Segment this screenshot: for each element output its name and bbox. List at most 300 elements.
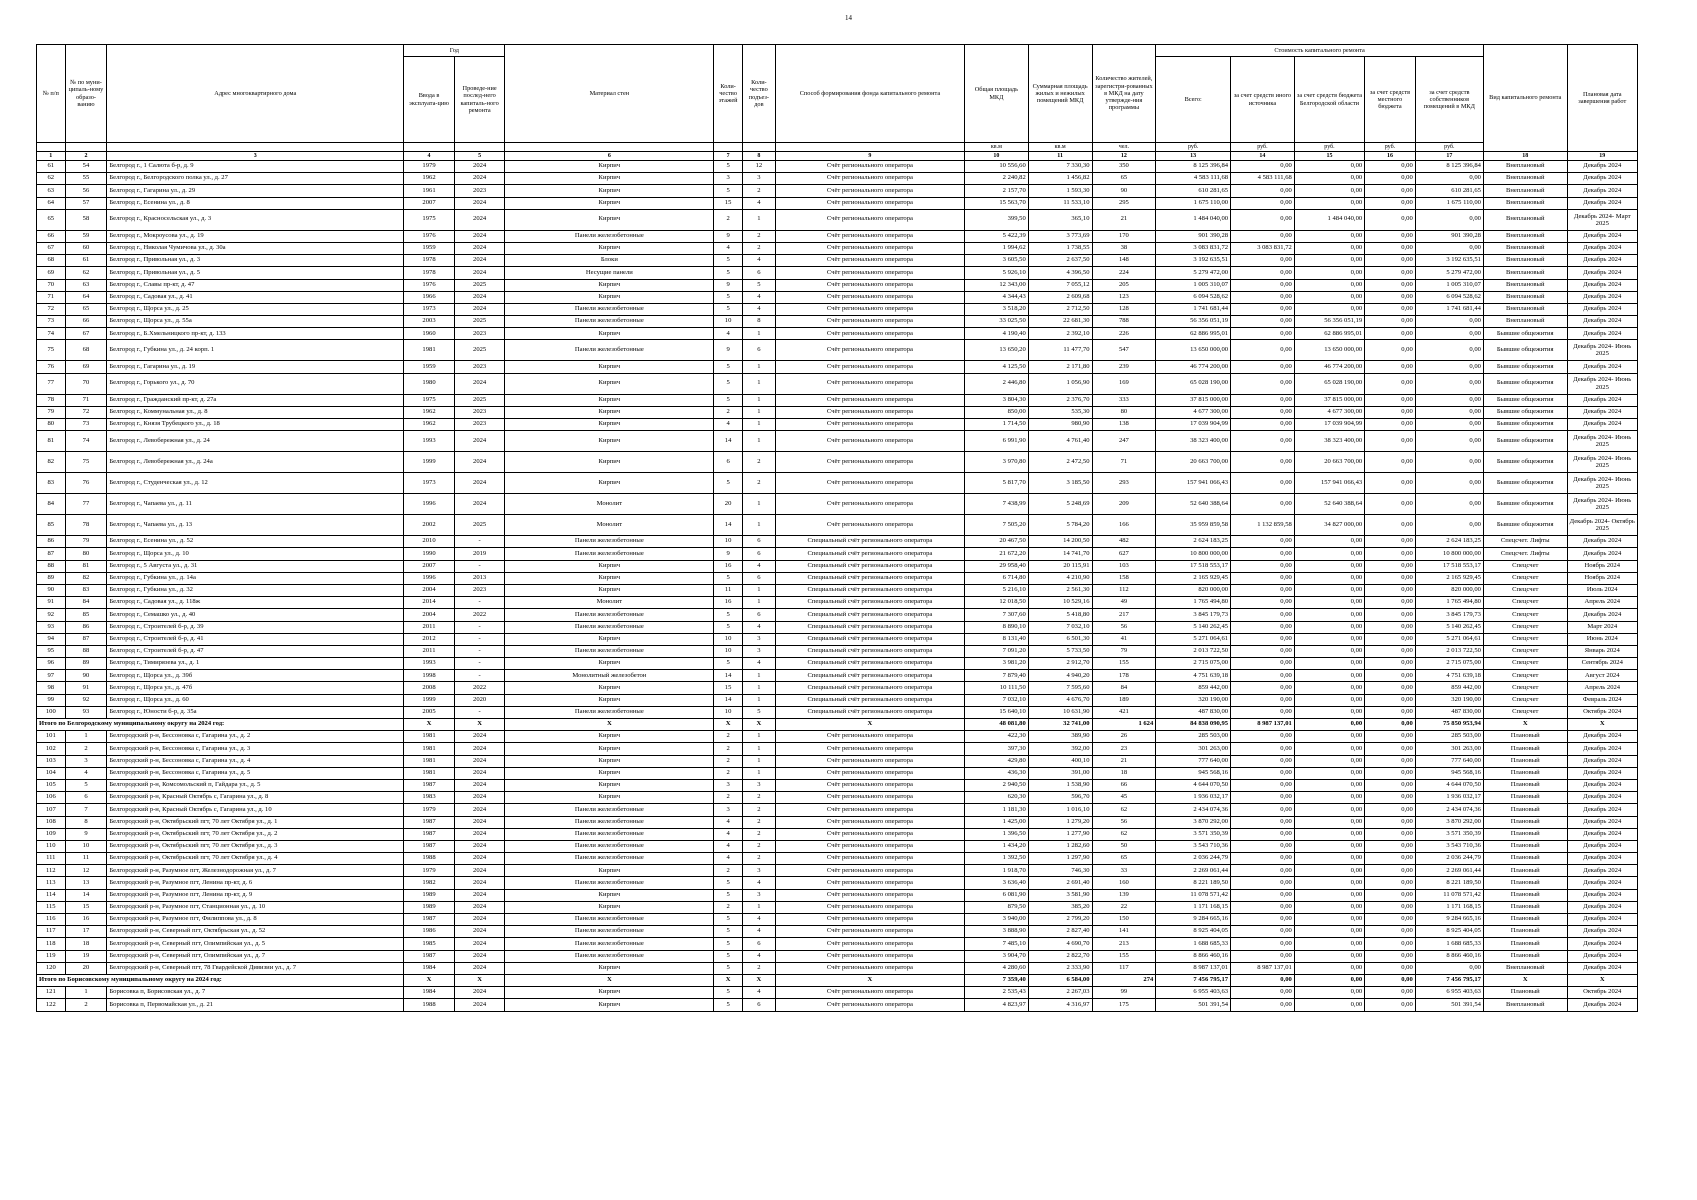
table-cell: 11 078 571,42 <box>1156 889 1231 901</box>
table-cell: 0,00 <box>1231 609 1295 621</box>
table-cell: 20 <box>65 962 107 974</box>
table-cell: 0,00 <box>1365 419 1416 431</box>
table-cell: 7 055,12 <box>1028 279 1092 291</box>
table-cell: 63 <box>65 279 107 291</box>
table-cell: Панели железобетонные <box>505 303 714 315</box>
table-cell: Декабрь 2024 <box>1567 279 1637 291</box>
table-cell: Кирпич <box>505 658 714 670</box>
table-cell: 89 <box>37 572 66 584</box>
table-row <box>37 670 1638 682</box>
table-cell: 18 <box>65 938 107 950</box>
table-cell: Белгородский р-н, Северный пгт, 78 Гвардейской Дивизии ул., д. 7 <box>107 962 404 974</box>
table-cell: 2024 <box>454 938 505 950</box>
table-cell: 7 <box>65 804 107 816</box>
table-cell: Кирпич <box>505 197 714 209</box>
table-cell: Декабрь 2024 <box>1567 267 1637 279</box>
table-cell: 56 <box>65 185 107 197</box>
table-cell: Белгородский р-н, Северный пгт, Олимпийская ул., д. 5 <box>107 938 404 950</box>
table-cell: 2024 <box>454 373 505 394</box>
table-cell: Кирпич <box>505 373 714 394</box>
table-cell: Белгород г., Щорса ул., д. 25 <box>107 303 404 315</box>
subtotal-cell: X <box>404 719 455 731</box>
table-cell: 0,00 <box>1294 926 1364 938</box>
table-cell: Специальный счёт регионального оператора <box>775 706 964 718</box>
table-cell: Март 2024 <box>1567 621 1637 633</box>
table-cell: 2 827,40 <box>1028 926 1092 938</box>
table-cell: 1 484 040,00 <box>1294 209 1364 230</box>
table-cell: 1966 <box>404 291 455 303</box>
table-cell: 1973 <box>404 473 455 494</box>
table-cell: Плановый <box>1483 792 1567 804</box>
table-cell: 391,00 <box>1028 767 1092 779</box>
table-cell: 2 912,70 <box>1028 658 1092 670</box>
table-cell: Декабрь 2024 <box>1567 889 1637 901</box>
table-cell: 20 115,91 <box>1028 560 1092 572</box>
table-cell: 0,00 <box>1365 515 1416 536</box>
table-cell: 0,00 <box>1294 865 1364 877</box>
table-row <box>37 452 1638 473</box>
table-row <box>37 792 1638 804</box>
table-cell: Счёт регионального оператора <box>775 230 964 242</box>
table-cell: 0,00 <box>1231 865 1295 877</box>
table-cell: 1 <box>742 767 775 779</box>
table-cell: 4 <box>742 658 775 670</box>
table-cell: 1987 <box>404 840 455 852</box>
table-cell: 66 <box>65 316 107 328</box>
table-cell: 1984 <box>404 987 455 999</box>
table-cell: 0,00 <box>1365 406 1416 418</box>
table-cell: 0,00 <box>1294 853 1364 865</box>
table-cell: 8 890,10 <box>964 621 1028 633</box>
table-cell: 3 <box>742 779 775 791</box>
col-header-year-group: Год <box>404 45 505 57</box>
table-cell: Спецсчет <box>1483 560 1567 572</box>
table-cell: 3 192 635,51 <box>1415 255 1483 267</box>
table-cell: 285 503,00 <box>1156 731 1231 743</box>
table-cell: 1 396,50 <box>964 828 1028 840</box>
table-cell: 2025 <box>454 279 505 291</box>
table-cell: Декабрь 2024 <box>1567 743 1637 755</box>
table-cell: Спецсчет. Лифты <box>1483 536 1567 548</box>
table-cell: Белгородский р-н, Комсомольский п, Гайдара ул., д. 5 <box>107 779 404 791</box>
table-cell: 0,00 <box>1231 161 1295 173</box>
table-row <box>37 230 1638 242</box>
table-cell: 0,00 <box>1231 816 1295 828</box>
table-cell: 62 <box>1092 804 1156 816</box>
table-cell: 2 157,70 <box>964 185 1028 197</box>
table-cell: Декабрь 2024 <box>1567 999 1637 1011</box>
table-cell: Белгород г., Студенческая ул., д. 12 <box>107 473 404 494</box>
table-cell: 1985 <box>404 938 455 950</box>
table-cell: 2 715 075,00 <box>1415 658 1483 670</box>
table-cell: 12 <box>65 865 107 877</box>
table-cell: 2024 <box>454 877 505 889</box>
table-cell: 0,00 <box>1365 230 1416 242</box>
table-cell: Декабрь 2024 <box>1567 242 1637 254</box>
table-cell: 170 <box>1092 230 1156 242</box>
table-cell: 5 <box>714 267 743 279</box>
table-cell: Белгород г., Николая Чумичова ул., д. 30а <box>107 242 404 254</box>
table-cell: 0,00 <box>1231 584 1295 596</box>
table-cell: 0,00 <box>1231 340 1295 361</box>
table-cell: 10 <box>714 706 743 718</box>
table-cell: 0,00 <box>1365 185 1416 197</box>
table-cell: 1 434,20 <box>964 840 1028 852</box>
table-row <box>37 731 1638 743</box>
table-cell: 0,00 <box>1294 987 1364 999</box>
table-cell: 5 216,10 <box>964 584 1028 596</box>
table-cell: Белгородский р-н, Разумное пгт, Филиппова ул., д. 8 <box>107 914 404 926</box>
table-cell: Спецсчет <box>1483 645 1567 657</box>
table-cell: Плановый <box>1483 840 1567 852</box>
table-cell: Белгородский р-н, Бессоновка с, Гагарина ул., д. 2 <box>107 731 404 743</box>
table-cell: 112 <box>1092 584 1156 596</box>
table-cell: Внеплановый <box>1483 255 1567 267</box>
table-cell: 3 571 350,39 <box>1156 828 1231 840</box>
subtotal-cell: X <box>714 719 743 731</box>
table-cell: Счёт регионального оператора <box>775 804 964 816</box>
table-cell: 1975 <box>404 209 455 230</box>
table-cell: 2 <box>742 962 775 974</box>
subtotal-title: Итого по Борисовскому муниципальному округу на 2024 год: <box>37 974 404 986</box>
table-cell: 6 <box>742 609 775 621</box>
table-cell: - <box>454 645 505 657</box>
table-cell: 0,00 <box>1231 731 1295 743</box>
table-cell: 0,00 <box>1365 361 1416 373</box>
table-cell: 3 083 831,72 <box>1156 242 1231 254</box>
table-cell: Белгород г., 1 Салюта б-р, д. 9 <box>107 161 404 173</box>
table-cell: Белгород г., Семашко ул., д. 40 <box>107 609 404 621</box>
subtotal-cell: X <box>1483 719 1567 731</box>
table-cell: 63 <box>37 185 66 197</box>
table-cell: 100 <box>37 706 66 718</box>
table-cell: 2 <box>742 242 775 254</box>
table-cell: Панели железобетонные <box>505 621 714 633</box>
table-row <box>37 889 1638 901</box>
table-cell: Счёт регионального оператора <box>775 494 964 515</box>
table-cell: 6 094 528,62 <box>1415 291 1483 303</box>
table-cell: 3 870 292,00 <box>1415 816 1483 828</box>
table-cell: Плановый <box>1483 987 1567 999</box>
table-cell: 1 <box>742 394 775 406</box>
table-cell: 0,00 <box>1294 161 1364 173</box>
table-cell: 2 <box>65 999 107 1011</box>
table-cell: 487 830,00 <box>1156 706 1231 718</box>
table-cell: 26 <box>1092 731 1156 743</box>
table-cell: 17 518 553,17 <box>1415 560 1483 572</box>
table-cell: 213 <box>1092 938 1156 950</box>
table-cell: Счёт регионального оператора <box>775 755 964 767</box>
col-header-cost-region: за счет средств бюджета Белгородской области <box>1294 57 1364 143</box>
table-cell: Панели железобетонные <box>505 804 714 816</box>
table-cell: 6 <box>714 452 743 473</box>
table-cell: 2 <box>742 185 775 197</box>
table-cell: 1 <box>742 209 775 230</box>
table-row <box>37 877 1638 889</box>
table-cell: 99 <box>37 694 66 706</box>
table-cell: Декабрь 2024 <box>1567 406 1637 418</box>
table-cell: Счёт регионального оператора <box>775 999 964 1011</box>
table-cell: Кирпич <box>505 406 714 418</box>
table-cell: 0,00 <box>1294 230 1364 242</box>
subtotal-cell: 0,00 <box>1231 974 1295 986</box>
table-row <box>37 597 1638 609</box>
table-cell: Панели железобетонные <box>505 950 714 962</box>
table-cell: 4 751 639,18 <box>1156 670 1231 682</box>
table-cell: 74 <box>37 328 66 340</box>
table-cell: 1 918,70 <box>964 865 1028 877</box>
table-cell: 4 583 111,68 <box>1231 173 1295 185</box>
table-cell: Внеплановый <box>1483 303 1567 315</box>
repair-register-table <box>36 44 1638 1012</box>
table-cell: Кирпич <box>505 584 714 596</box>
table-cell: 66 <box>1092 779 1156 791</box>
table-cell: 0,00 <box>1365 548 1416 560</box>
table-cell: 0,00 <box>1365 316 1416 328</box>
table-cell: 54 <box>65 161 107 173</box>
table-cell: 5 <box>714 291 743 303</box>
table-cell: 2 <box>714 865 743 877</box>
table-cell: 0,00 <box>1231 901 1295 913</box>
table-cell: 0,00 <box>1294 303 1364 315</box>
table-cell: 1 936 032,17 <box>1156 792 1231 804</box>
table-cell: 1 <box>742 755 775 767</box>
table-cell: Декабрь 2024 <box>1567 926 1637 938</box>
table-cell: 105 <box>37 779 66 791</box>
table-cell: Бывшие общежития <box>1483 406 1567 418</box>
table-cell: 2 <box>742 792 775 804</box>
column-number: 18 <box>1483 152 1567 161</box>
table-cell: 157 941 066,43 <box>1156 473 1231 494</box>
table-cell: 8 925 404,05 <box>1415 926 1483 938</box>
table-cell: 11 078 571,42 <box>1415 889 1483 901</box>
table-cell: 0,00 <box>1231 494 1295 515</box>
table-cell: 80 <box>37 419 66 431</box>
table-cell: 1981 <box>404 731 455 743</box>
table-cell: 123 <box>1092 291 1156 303</box>
table-cell: 5 <box>714 255 743 267</box>
table-cell: 78 <box>37 394 66 406</box>
table-cell: 0,00 <box>1294 645 1364 657</box>
table-cell: 2019 <box>454 548 505 560</box>
table-cell: Счёт регионального оператора <box>775 987 964 999</box>
table-cell: Борисовка п, Первомайская ул., д. 21 <box>107 999 404 1011</box>
table-cell: 0,00 <box>1365 889 1416 901</box>
table-cell: Кирпич <box>505 999 714 1011</box>
table-row <box>37 901 1638 913</box>
table-cell: 21 672,20 <box>964 548 1028 560</box>
table-cell: 1962 <box>404 419 455 431</box>
table-cell: 4 583 111,68 <box>1156 173 1231 185</box>
table-cell: 2023 <box>454 584 505 596</box>
table-cell: 34 827 000,00 <box>1294 515 1364 536</box>
table-cell: 10 800 000,00 <box>1415 548 1483 560</box>
table-cell: 5 <box>714 914 743 926</box>
table-cell: 1979 <box>404 161 455 173</box>
table-cell: 76 <box>65 473 107 494</box>
table-cell: 69 <box>65 361 107 373</box>
table-cell: 62 886 995,01 <box>1294 328 1364 340</box>
table-cell: 0,00 <box>1231 419 1295 431</box>
table-cell: Белгород г., Строителей б-р, д. 47 <box>107 645 404 657</box>
col-header-floors: Коли-чество этажей <box>714 45 743 143</box>
table-cell: 0,00 <box>1294 279 1364 291</box>
table-cell: 0,00 <box>1231 597 1295 609</box>
table-cell: 0,00 <box>1294 914 1364 926</box>
table-cell: 5 <box>714 877 743 889</box>
column-number: 5 <box>454 152 505 161</box>
table-cell: 247 <box>1092 431 1156 452</box>
table-cell: 0,00 <box>1415 406 1483 418</box>
table-cell: 5 <box>714 303 743 315</box>
table-cell: 1987 <box>404 828 455 840</box>
column-number: 9 <box>775 152 964 161</box>
table-cell: 820 000,00 <box>1415 584 1483 596</box>
table-cell: 1973 <box>404 303 455 315</box>
table-cell: Спецсчет <box>1483 706 1567 718</box>
table-cell: 86 <box>37 536 66 548</box>
table-cell: 2002 <box>404 515 455 536</box>
table-cell: 1 <box>742 901 775 913</box>
table-cell: Специальный счёт регионального оператора <box>775 548 964 560</box>
table-cell: 0,00 <box>1365 694 1416 706</box>
table-cell: 2024 <box>454 291 505 303</box>
table-cell: Счёт регионального оператора <box>775 779 964 791</box>
table-cell: Белгород г., Коммунальная ул., д. 8 <box>107 406 404 418</box>
table-cell: 1 <box>65 731 107 743</box>
table-cell: Белгородский р-н, Разумное пгт, Станционная ул., д. 10 <box>107 901 404 913</box>
table-cell: 90 <box>1092 185 1156 197</box>
table-row <box>37 361 1638 373</box>
subtotal-cell: X <box>742 974 775 986</box>
table-cell: 65 <box>65 303 107 315</box>
table-cell: 76 <box>37 361 66 373</box>
subtotal-cell: X <box>775 974 964 986</box>
col-header-cost-group: Стоимость капитального ремонта <box>1156 45 1484 57</box>
table-cell: 8 866 460,16 <box>1156 950 1231 962</box>
column-number: 15 <box>1294 152 1364 161</box>
table-cell: Внеплановый <box>1483 316 1567 328</box>
table-cell: Счёт регионального оператора <box>775 291 964 303</box>
table-cell: Панели железобетонные <box>505 938 714 950</box>
table-row <box>37 584 1638 596</box>
table-cell: 0,00 <box>1365 584 1416 596</box>
table-cell: 9 284 665,16 <box>1415 914 1483 926</box>
table-cell: 2 333,90 <box>1028 962 1092 974</box>
table-cell: Декабрь 2024 <box>1567 731 1637 743</box>
table-cell: 5 140 262,45 <box>1415 621 1483 633</box>
table-cell: 0,00 <box>1365 840 1416 852</box>
table-cell: 2024 <box>454 950 505 962</box>
table-cell: Август 2024 <box>1567 670 1637 682</box>
table-cell: Декабрь 2024 <box>1567 901 1637 913</box>
table-cell: Белгород г., Щорса ул., д. 39б <box>107 670 404 682</box>
table-cell: Внеплановый <box>1483 197 1567 209</box>
table-cell: 6 <box>742 340 775 361</box>
table-cell: 0,00 <box>1231 877 1295 889</box>
table-cell: 5 <box>714 373 743 394</box>
table-cell: 102 <box>37 743 66 755</box>
table-cell: 5 <box>714 572 743 584</box>
table-cell: 61 <box>37 161 66 173</box>
table-cell: 226 <box>1092 328 1156 340</box>
table-cell: 1 688 685,33 <box>1156 938 1231 950</box>
table-row <box>37 950 1638 962</box>
table-cell: 1989 <box>404 889 455 901</box>
col-header-mun-no: № по муни-ципаль-ному образо-ванию <box>65 45 107 143</box>
table-cell: 61 <box>65 255 107 267</box>
table-cell: 945 568,16 <box>1415 767 1483 779</box>
unit-total-area: кв.м <box>964 143 1028 152</box>
table-cell: Панели железобетонные <box>505 609 714 621</box>
table-cell: 84 <box>1092 682 1156 694</box>
table-cell: 788 <box>1092 316 1156 328</box>
table-row <box>37 291 1638 303</box>
table-cell: 87 <box>37 548 66 560</box>
table-cell: Белгород г., Губкина ул., д. 24 корп. 1 <box>107 340 404 361</box>
table-cell: 150 <box>1092 914 1156 926</box>
table-cell: 2 267,03 <box>1028 987 1092 999</box>
table-cell: 0,00 <box>1365 267 1416 279</box>
table-cell: 2 691,40 <box>1028 877 1092 889</box>
column-number: 17 <box>1415 152 1483 161</box>
table-cell: 13 650 000,00 <box>1156 340 1231 361</box>
subtotal-cell: 0,00 <box>1365 719 1416 731</box>
table-cell: Счёт регионального оператора <box>775 419 964 431</box>
table-cell: 2 269 061,44 <box>1156 865 1231 877</box>
table-cell: Монолит <box>505 494 714 515</box>
table-cell: Белгородский р-н, Бессоновка с, Гагарина ул., д. 3 <box>107 743 404 755</box>
table-cell: Специальный счёт регионального оператора <box>775 536 964 548</box>
table-cell: 1984 <box>404 962 455 974</box>
table-row <box>37 938 1638 950</box>
table-cell: 4 644 070,50 <box>1415 779 1483 791</box>
table-cell: Декабрь 2024 <box>1567 840 1637 852</box>
table-cell: 2024 <box>454 779 505 791</box>
table-cell: 4 <box>742 987 775 999</box>
table-cell: 65 <box>1092 853 1156 865</box>
table-cell: 4 <box>714 328 743 340</box>
table-cell: 128 <box>1092 303 1156 315</box>
table-cell: 0,00 <box>1231 694 1295 706</box>
table-cell: 20 663 700,00 <box>1294 452 1364 473</box>
table-cell: 2 <box>714 767 743 779</box>
table-cell: 81 <box>65 560 107 572</box>
table-cell: Белгород г., Гражданский пр-кт, д. 27а <box>107 394 404 406</box>
table-cell: 6 <box>742 572 775 584</box>
table-cell: 1 <box>742 515 775 536</box>
table-cell: 0,00 <box>1294 767 1364 779</box>
table-cell: 0,00 <box>1231 828 1295 840</box>
table-cell: 0,00 <box>1231 889 1295 901</box>
table-cell: 0,00 <box>1231 645 1295 657</box>
table-cell: 436,30 <box>964 767 1028 779</box>
table-cell: Белгород г., Садовая ул., д. 41 <box>107 291 404 303</box>
table-cell: Внеплановый <box>1483 962 1567 974</box>
table-cell: 1 <box>742 406 775 418</box>
table-cell: 0,00 <box>1294 609 1364 621</box>
table-cell: 0,00 <box>1231 197 1295 209</box>
table-cell: 5 418,80 <box>1028 609 1092 621</box>
table-cell: Панели железобетонные <box>505 828 714 840</box>
table-cell: Счёт регионального оператора <box>775 328 964 340</box>
table-cell: 1 <box>742 431 775 452</box>
table-cell: 68 <box>37 255 66 267</box>
table-cell: Кирпич <box>505 473 714 494</box>
table-cell: 2024 <box>454 242 505 254</box>
table-cell: Панели железобетонные <box>505 340 714 361</box>
table-cell: Бывшие общежития <box>1483 361 1567 373</box>
